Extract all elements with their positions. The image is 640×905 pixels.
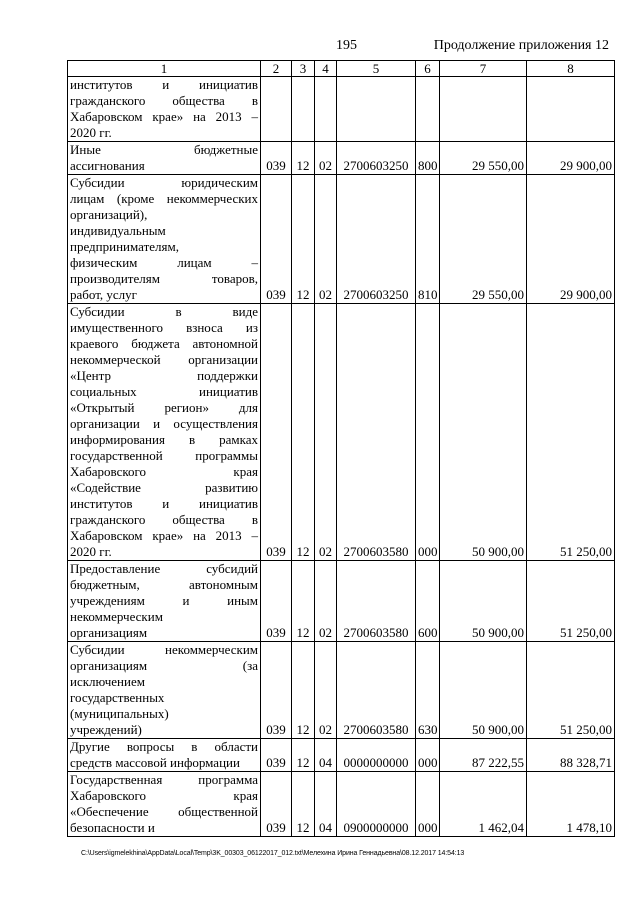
- row-name-line: Другие вопросы в области: [70, 739, 258, 754]
- amount-2020-cell: 1 478,10: [527, 772, 615, 837]
- row-name-line: физическим лицам –: [70, 255, 258, 270]
- admin-code-cell: 039: [261, 561, 292, 642]
- subsection-cell: 02: [315, 142, 337, 175]
- target-article-cell: 0000000000: [337, 739, 416, 772]
- row-name-cell: [68, 175, 261, 304]
- subsection-cell: 02: [315, 642, 337, 739]
- amount-2019-cell: 1 462,04: [440, 772, 527, 837]
- row-name-line: некоммерческим: [70, 609, 163, 624]
- target-article-cell: 2700603250: [337, 175, 416, 304]
- row-name-line: организаций),: [70, 207, 148, 222]
- target-article-cell: 2700603580: [337, 304, 416, 561]
- subsection-cell: 02: [315, 561, 337, 642]
- row-name-line: имущественного взноса из: [70, 320, 258, 335]
- amount-2020-cell: [527, 77, 615, 142]
- budget-table: [67, 60, 615, 837]
- amount-2020-cell: 29 900,00: [527, 175, 615, 304]
- row-name-line: организациям (за: [70, 658, 258, 673]
- row-name-line: институтов и инициатив: [70, 77, 258, 92]
- row-name-line: ассигнования: [70, 158, 145, 173]
- row-name-line: информирования в рамках: [70, 432, 258, 447]
- row-name-line: безопасности и: [70, 820, 155, 835]
- row-name-line: гражданского общества в: [70, 93, 258, 108]
- row-name-line: организациям: [70, 625, 148, 640]
- table-body: [68, 77, 615, 837]
- row-name-line: работ, услуг: [70, 287, 138, 302]
- subsection-cell: [315, 77, 337, 142]
- row-name-line: Хабаровском крае» на 2013 –: [70, 109, 258, 124]
- admin-code-cell: 039: [261, 772, 292, 837]
- row-name-line: Хабаровском крае» на 2013 –: [70, 528, 258, 543]
- row-name-line: (муниципальных): [70, 706, 169, 721]
- file-path-footer: C:\Users\igmelekhina\AppData\Local\Temp\3K_00303_06122017_012.txt\Мелехина Ирина Геннадьевна\08.12.2017 14:54:13: [81, 850, 465, 857]
- row-name-line: 2020 гг.: [70, 544, 112, 559]
- column-header: 7: [440, 61, 527, 77]
- target-article-cell: 2700603580: [337, 642, 416, 739]
- row-name-line: «Обеспечение общественной: [70, 804, 258, 819]
- amount-2020-cell: 29 900,00: [527, 142, 615, 175]
- expense-type-cell: 630: [416, 642, 440, 739]
- row-name-line: Субсидии некоммерческим: [70, 642, 258, 657]
- section-cell: 12: [292, 142, 315, 175]
- row-name-line: учреждениям и иным: [70, 593, 258, 608]
- section-cell: 12: [292, 561, 315, 642]
- table-row: [68, 77, 615, 142]
- row-name-line: краевого бюджета автономной: [70, 336, 258, 351]
- amount-2019-cell: 29 550,00: [440, 175, 527, 304]
- amount-2019-cell: [440, 77, 527, 142]
- column-header-row: [68, 61, 615, 77]
- row-name-line: Субсидии в виде: [70, 304, 258, 319]
- expense-type-cell: [416, 77, 440, 142]
- expense-type-cell: 000: [416, 772, 440, 837]
- table-row: [68, 304, 615, 561]
- row-name-line: Иные бюджетные: [70, 142, 258, 157]
- subsection-cell: 02: [315, 175, 337, 304]
- row-name-line: 2020 гг.: [70, 125, 112, 140]
- row-name-line: Хабаровского края: [70, 788, 258, 803]
- amount-2019-cell: 29 550,00: [440, 142, 527, 175]
- target-article-cell: 2700603250: [337, 142, 416, 175]
- table-row: [68, 739, 615, 772]
- row-name-line: средств массовой информации: [70, 755, 240, 770]
- row-name-line: Субсидии юридическим: [70, 175, 258, 190]
- table-row: [68, 642, 615, 739]
- row-name-line: социальных инициатив: [70, 384, 258, 399]
- column-header: 5: [337, 61, 416, 77]
- row-name-line: бюджетным, автономным: [70, 577, 258, 592]
- column-header: 1: [68, 61, 261, 77]
- row-name-line: некоммерческой организации: [70, 352, 258, 367]
- row-name-line: лицам (кроме некоммерческих: [70, 191, 258, 206]
- row-name-line: государственной программы: [70, 448, 258, 463]
- admin-code-cell: 039: [261, 739, 292, 772]
- expense-type-cell: 000: [416, 739, 440, 772]
- row-name-line: институтов и инициатив: [70, 496, 258, 511]
- expense-type-cell: 810: [416, 175, 440, 304]
- row-name-line: Предоставление субсидий: [70, 561, 258, 576]
- admin-code-cell: 039: [261, 642, 292, 739]
- row-name-cell: [68, 77, 261, 142]
- row-name-line: производителям товаров,: [70, 271, 258, 286]
- row-name-line: гражданского общества в: [70, 512, 258, 527]
- amount-2020-cell: 51 250,00: [527, 642, 615, 739]
- row-name-line: государственных: [70, 690, 165, 705]
- target-article-cell: [337, 77, 416, 142]
- section-cell: 12: [292, 175, 315, 304]
- table-row: [68, 142, 615, 175]
- table-row: [68, 175, 615, 304]
- expense-type-cell: 000: [416, 304, 440, 561]
- expense-type-cell: 600: [416, 561, 440, 642]
- subsection-cell: 04: [315, 772, 337, 837]
- admin-code-cell: [261, 77, 292, 142]
- row-name-line: «Содействие развитию: [70, 480, 258, 495]
- section-cell: 12: [292, 642, 315, 739]
- column-header: 4: [315, 61, 337, 77]
- row-name-cell: [68, 304, 261, 561]
- column-header: 8: [527, 61, 615, 77]
- table-row: [68, 772, 615, 837]
- amount-2020-cell: 88 328,71: [527, 739, 615, 772]
- section-cell: 12: [292, 739, 315, 772]
- column-header: 2: [261, 61, 292, 77]
- page-number: 195: [336, 38, 357, 53]
- amount-2020-cell: 51 250,00: [527, 304, 615, 561]
- row-name-line: «Центр поддержки: [70, 368, 258, 383]
- subsection-cell: 02: [315, 304, 337, 561]
- column-header: 6: [416, 61, 440, 77]
- amount-2019-cell: 87 222,55: [440, 739, 527, 772]
- row-name-line: учреждений): [70, 722, 142, 737]
- amount-2019-cell: 50 900,00: [440, 561, 527, 642]
- target-article-cell: 0900000000: [337, 772, 416, 837]
- row-name-cell: [68, 142, 261, 175]
- target-article-cell: 2700603580: [337, 561, 416, 642]
- page-subtitle: Продолжение приложения 12: [433, 38, 609, 53]
- row-name-cell: [68, 739, 261, 772]
- amount-2020-cell: 51 250,00: [527, 561, 615, 642]
- column-header: 3: [292, 61, 315, 77]
- row-name-line: организации и осуществления: [70, 416, 258, 431]
- amount-2019-cell: 50 900,00: [440, 642, 527, 739]
- row-name-line: исключением: [70, 674, 145, 689]
- row-name-line: индивидуальным: [70, 223, 166, 238]
- row-name-line: Государственная программа: [70, 772, 258, 787]
- amount-2019-cell: 50 900,00: [440, 304, 527, 561]
- admin-code-cell: 039: [261, 175, 292, 304]
- row-name-cell: [68, 561, 261, 642]
- section-cell: 12: [292, 304, 315, 561]
- row-name-line: Хабаровского края: [70, 464, 258, 479]
- admin-code-cell: 039: [261, 142, 292, 175]
- admin-code-cell: 039: [261, 304, 292, 561]
- row-name-line: «Открытый регион» для: [70, 400, 258, 415]
- row-name-line: предпринимателям,: [70, 239, 179, 254]
- section-cell: [292, 77, 315, 142]
- section-cell: 12: [292, 772, 315, 837]
- table-row: [68, 561, 615, 642]
- subsection-cell: 04: [315, 739, 337, 772]
- row-name-cell: [68, 772, 261, 837]
- expense-type-cell: 800: [416, 142, 440, 175]
- row-name-cell: [68, 642, 261, 739]
